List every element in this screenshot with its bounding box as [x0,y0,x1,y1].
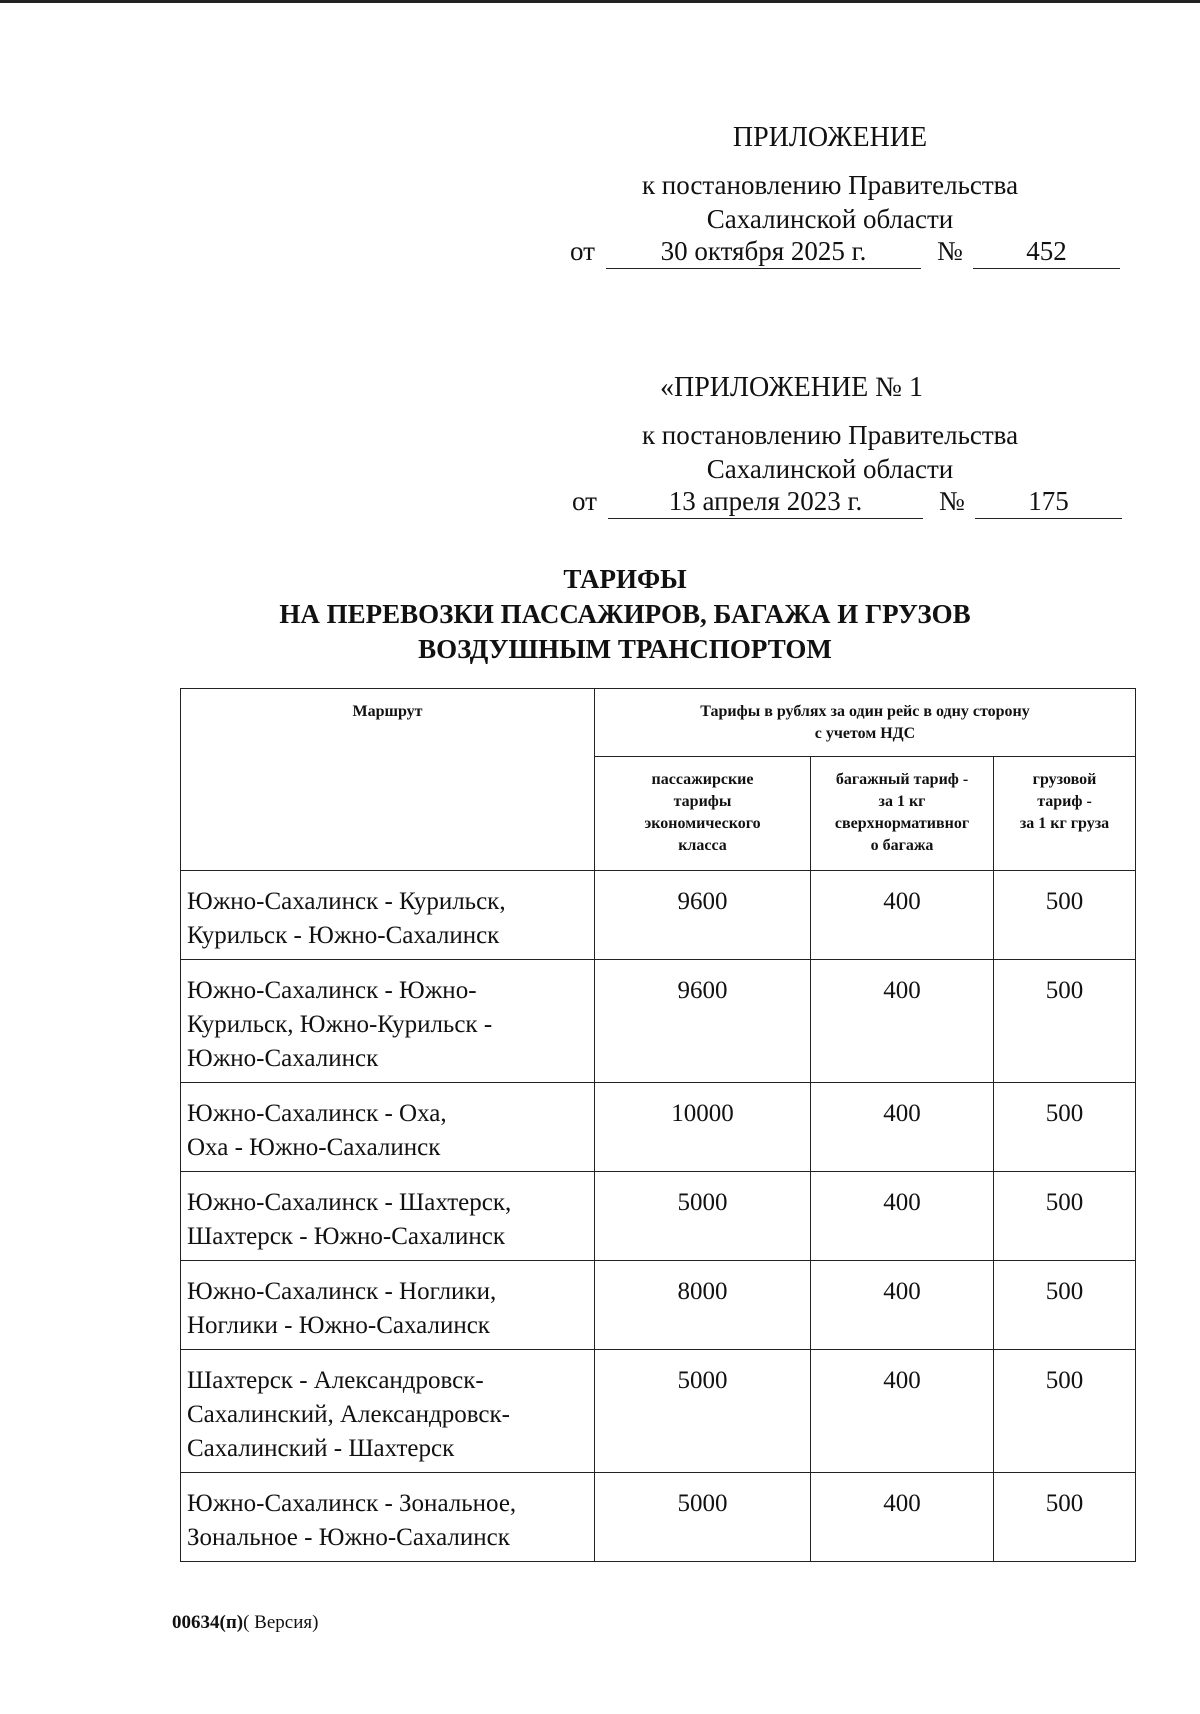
route-line: Южно-Сахалинск - Южно- [187,977,477,1004]
baggage-tariff-header [811,757,994,871]
appendix-old-date: 13 апреля 2023 г. [608,486,923,519]
table-row [181,1083,1136,1172]
passenger-tariff-cell: 9600 [595,871,811,960]
header-line: тариф - [1037,793,1092,810]
header-line: грузовой [1032,771,1097,788]
cargo-tariff-cell: 500 [994,871,1136,960]
baggage-tariff-cell: 400 [811,1172,994,1261]
tariff-group-header-line1: Тарифы в рублях за один рейс в одну сторону [700,703,1030,720]
route-cell [181,1083,595,1172]
passenger-tariff-cell: 8000 [595,1261,811,1350]
appendix-new-title: ПРИЛОЖЕНИЕ [732,122,928,153]
baggage-tariff-cell: 400 [811,960,994,1083]
route-line: Южно-Сахалинск - Оха, [187,1100,447,1127]
cargo-tariff-cell: 500 [994,1172,1136,1261]
route-line: Зональное - Южно-Сахалинск [187,1524,510,1551]
passenger-tariff-cell: 5000 [595,1350,811,1473]
route-line: Сахалинский - Шахтерск [187,1435,455,1462]
appendix-old-line1: к постановлению Правительства [641,420,1019,450]
route-line: Южно-Сахалинск - Зональное, [187,1490,517,1517]
table-row [181,960,1136,1083]
baggage-tariff-cell: 400 [811,1261,994,1350]
from-label: от [572,486,597,516]
document-title [160,562,1090,667]
appendix-old-number: 175 [975,486,1122,519]
version-label: ( Версия) [243,1612,319,1633]
appendix-old-date-row [572,486,1132,522]
header-line: тарифы [673,793,732,810]
passenger-tariff-cell: 9600 [595,960,811,1083]
document-code: 00634(п) [172,1612,244,1633]
header-line: за 1 кг [878,793,926,810]
appendix-old-title: «ПРИЛОЖЕНИЕ № 1 [660,372,923,403]
route-line: Шахтерск - Южно-Сахалинск [187,1223,505,1250]
header-line: класса [678,837,727,854]
table-row [181,1350,1136,1473]
tariff-table [180,688,1136,1562]
route-line: Курильск, Южно-Курильск - [187,1011,493,1038]
cargo-tariff-cell: 500 [994,960,1136,1083]
scan-top-edge [0,0,1200,3]
cargo-tariff-cell: 500 [994,1473,1136,1562]
cargo-tariff-cell: 500 [994,1350,1136,1473]
appendix-new-line2: Сахалинской области [706,204,954,234]
table-row [181,1473,1136,1562]
table-row [181,871,1136,960]
route-header: Маршрут [181,689,595,871]
baggage-tariff-cell: 400 [811,1350,994,1473]
title-line1: ТАРИФЫ [563,564,687,594]
route-line: Сахалинский, Александровск- [187,1401,510,1428]
passenger-tariff-cell: 5000 [595,1473,811,1562]
cargo-tariff-header [994,757,1136,871]
route-line: Южно-Сахалинск [187,1045,379,1072]
route-cell [181,871,595,960]
route-line: Южно-Сахалинск - Шахтерск, [187,1189,512,1216]
baggage-tariff-cell: 400 [811,871,994,960]
header-line: пассажирские [651,771,754,788]
passenger-tariff-cell: 10000 [595,1083,811,1172]
number-label: № [937,236,963,266]
header-line: о багажа [870,837,934,854]
from-label: от [570,236,595,266]
route-cell [181,1261,595,1350]
route-cell [181,1350,595,1473]
route-line: Ноглики - Южно-Сахалинск [187,1312,490,1339]
passenger-tariff-header [595,757,811,871]
route-line: Курильск - Южно-Сахалинск [187,922,500,949]
number-label: № [939,486,965,516]
table-row [181,1261,1136,1350]
passenger-tariff-cell: 5000 [595,1172,811,1261]
title-line2: НА ПЕРЕВОЗКИ ПАССАЖИРОВ, БАГАЖА И ГРУЗОВ [279,599,971,629]
appendix-new-line1: к постановлению Правительства [641,170,1019,200]
appendix-new-number: 452 [973,236,1120,269]
cargo-tariff-cell: 500 [994,1261,1136,1350]
route-cell [181,1473,595,1562]
route-line: Шахтерск - Александровск- [187,1367,484,1394]
header-line: экономического [644,815,761,832]
appendix-old-line2: Сахалинской области [706,454,954,484]
route-cell [181,960,595,1083]
route-line: Южно-Сахалинск - Ноглики, [187,1278,497,1305]
baggage-tariff-cell: 400 [811,1473,994,1562]
footer [172,1612,318,1634]
header-line: багажный тариф - [835,771,969,788]
header-line: сверхнормативног [834,815,970,832]
route-cell [181,1172,595,1261]
table-row [181,1172,1136,1261]
appendix-new-date: 30 октября 2025 г. [606,236,921,269]
route-line: Оха - Южно-Сахалинск [187,1134,441,1161]
cargo-tariff-cell: 500 [994,1083,1136,1172]
header-line: за 1 кг груза [1019,815,1110,832]
appendix-new-date-row [570,236,1130,272]
tariff-group-header [595,689,1136,757]
title-line3: ВОЗДУШНЫМ ТРАНСПОРТОМ [418,634,832,664]
tariff-group-header-line2: с учетом НДС [814,725,916,742]
route-line: Южно-Сахалинск - Курильск, [187,888,506,915]
baggage-tariff-cell: 400 [811,1083,994,1172]
